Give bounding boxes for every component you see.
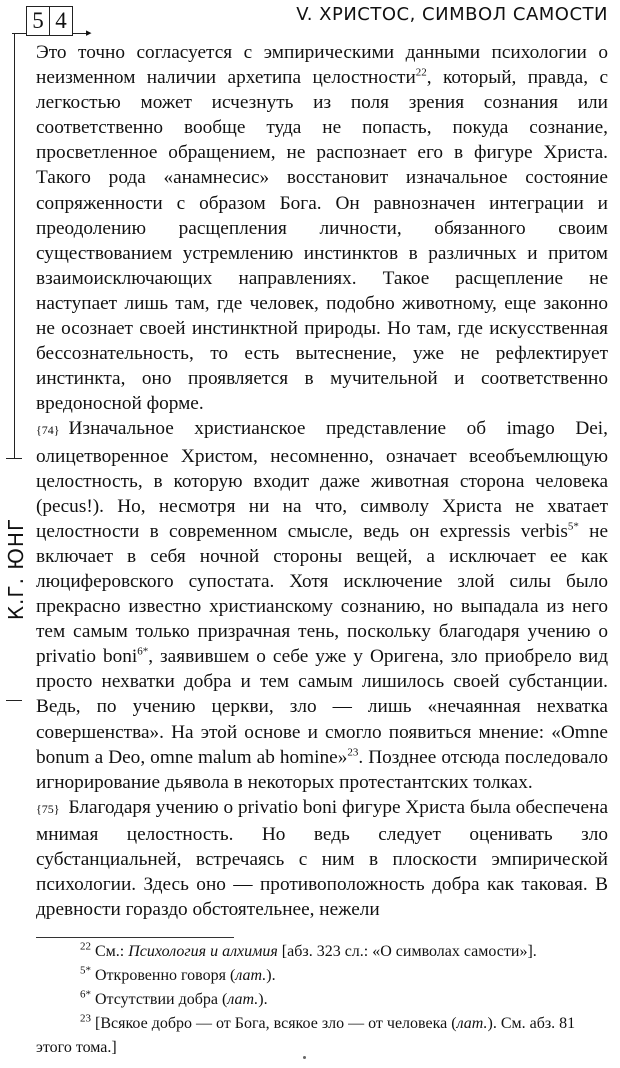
rail-author-name: К.Г. ЮНГ bbox=[4, 517, 28, 621]
footnote-text: Отсутствии добра ( bbox=[91, 991, 228, 1008]
paragraph-text: Благодаря учению о privatio boni фигуре Христа была обеспечена мнимая целостность. Но ведь следует оценивать зло субстанциальней, встречаясь с ним в плоскости эмпирической психологии. Здесь оно — противоположность добра как таковая. В древности гораздо обстоятельнее, нежели bbox=[36, 796, 608, 921]
footnote-italic: лат. bbox=[456, 1015, 488, 1032]
footnote-mark: 23 bbox=[80, 1012, 91, 1025]
footnote-text: См.: bbox=[91, 943, 129, 960]
body-text bbox=[36, 40, 608, 922]
footnote-mark: 5* bbox=[80, 964, 91, 977]
footnote-23 bbox=[36, 1012, 608, 1060]
rail-bracket-bottom bbox=[6, 700, 22, 701]
footnote-ref-23[interactable]: 23 bbox=[347, 746, 359, 759]
footnote-22 bbox=[36, 940, 608, 964]
paragraph-text: Изначальное христианское представление об imago Dei, олицетворенное Христом, несомненно, означает всеобъемлющую целостность, в которую входит даже животная сторона человека (pecus!). Но, несмотря ни на что, символу Христа не хватает целостности в современном смысле, ведь он expressis verbis bbox=[36, 418, 608, 542]
footnote-text: ). bbox=[258, 991, 268, 1008]
rail-line-upper bbox=[14, 33, 15, 458]
paragraph-text: Это точно согласуется с эмпирическими данными психологии о неизменном наличии архетипа целостности bbox=[36, 42, 608, 89]
footnote-5 bbox=[36, 964, 608, 988]
page-mark bbox=[303, 1056, 306, 1059]
footnote-mark: 6* bbox=[80, 988, 91, 1001]
footnote-italic: лат. bbox=[227, 991, 259, 1008]
paragraph-text: , который, правда, с легкостью может исчезнуть из поля зрения сознания или соответственно вообще туда не попасть, покуда сознание, просветленное обращением, не распознает его в фигуре Христа. Такого рода «анамнесис» восстановит изначальное состояние сопряженности с образом Бога. Он равнозначен интеграции и преодолению расщепления личности, обязанного своим существованием устремлению инстинктов в различных и притом взаимоисключающих направлениях. Такое расщепление не наступает лишь там, где человек, подобно животному, еще законно не осознает своей инстинктной природы. Но там, где искусственная бессознательность, то есть вытеснение, уже не рефлектирует инстинкта, оно проявляется в мучительной и соответственно вредоносной форме. bbox=[36, 67, 608, 415]
footnote-text: ). bbox=[266, 967, 276, 984]
footnote-text: [абз. 323 сл.: «О символах самости»]. bbox=[277, 943, 537, 960]
footnote-italic: лат. bbox=[235, 967, 267, 984]
paragraph-continuation bbox=[36, 40, 608, 416]
page-number-digit-1: 5 bbox=[26, 6, 50, 36]
footnote-ref-5[interactable]: 5* bbox=[567, 520, 579, 533]
paragraph-text: , заявившем о себе уже у Оригена, зло приобрело вид просто нехватки добра и тем самым лишилось своей субстанции. Ведь, по учению церкви, зло — лишь «нечаянная нехватка совершенства». На этой основе и смогло появиться мнение: «Omne bonum a Deo, omne malum ab homine» bbox=[36, 646, 608, 768]
paragraph-text: . Позднее отсюда последовало игнорирование дьявола в некоторых протестантских толках. bbox=[36, 746, 608, 793]
footnotes bbox=[36, 940, 608, 1060]
paragraph-text: не включает в себя ночной стороны вещей, а исключает ее как люциферовского супостата. Хотя исключение злой силы было прекрасно известно христианскому сознанию, но выпадала из него тем самым только призрачная тень, поскольку благодаря учению о privatio boni bbox=[36, 520, 608, 668]
footnote-italic: Психология и алхимия bbox=[128, 943, 278, 960]
header-arrow-icon: ▸ bbox=[86, 27, 92, 39]
paragraph-number: {74} bbox=[36, 423, 60, 438]
paragraph-number: {75} bbox=[36, 801, 60, 816]
rail-bracket-top bbox=[6, 458, 22, 459]
footnote-6 bbox=[36, 988, 608, 1012]
paragraph-75 bbox=[36, 795, 608, 922]
footnote-ref-6[interactable]: 6* bbox=[137, 645, 149, 658]
footnote-ref-22[interactable]: 22 bbox=[415, 66, 427, 79]
footnote-text: Откровенно говоря ( bbox=[91, 967, 236, 984]
footnote-mark: 22 bbox=[80, 940, 91, 953]
paragraph-74 bbox=[36, 416, 608, 794]
page-number-digit-2: 4 bbox=[49, 6, 73, 36]
running-title: V. ХРИСТОС, СИМВОЛ САМОСТИ bbox=[296, 4, 608, 25]
footnote-separator bbox=[36, 937, 234, 938]
footnote-text: [Всякое добро — от Бога, всякое зло — от человека ( bbox=[91, 1015, 457, 1032]
footnote-text: ). См. абз. 81 этого тома.] bbox=[36, 1015, 576, 1056]
